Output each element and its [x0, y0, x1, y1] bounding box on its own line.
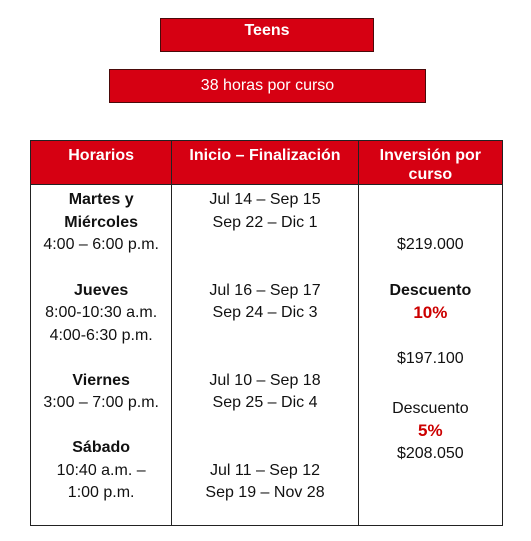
pricing-column — [358, 185, 502, 526]
time-range: 4:00-6:30 p.m. — [49, 327, 153, 344]
schedule-table — [30, 140, 503, 526]
discounted-price: $197.100 — [396, 350, 464, 367]
course-hours-text: 38 horas por curso — [200, 77, 335, 94]
day-label: Sábado — [72, 439, 131, 456]
date-range: Sep 22 – Dic 1 — [212, 214, 318, 231]
header-horarios: Horarios — [31, 141, 172, 185]
date-range: Sep 25 – Dic 4 — [212, 394, 318, 411]
time-range: 4:00 – 6:00 p.m. — [43, 236, 159, 253]
header-inversion — [358, 141, 502, 185]
date-range: Jul 10 – Sep 18 — [209, 372, 321, 389]
day-label: Viernes — [72, 372, 130, 389]
discount-label: Descuento — [389, 282, 472, 299]
discount-percent: 5% — [418, 421, 443, 440]
table-header-row — [31, 141, 503, 185]
date-range: Sep 19 – Nov 28 — [205, 484, 325, 501]
program-title: Teens — [244, 22, 290, 39]
date-range: Jul 16 – Sep 17 — [209, 282, 321, 299]
discount-label: Descuento — [392, 400, 469, 417]
program-title-banner — [160, 18, 374, 52]
day-label: Martes y — [68, 191, 134, 208]
day-label: Jueves — [74, 282, 129, 299]
schedules-column — [31, 185, 172, 526]
date-range: Sep 24 – Dic 3 — [212, 304, 318, 321]
dates-column — [172, 185, 358, 526]
date-range: Jul 14 – Sep 15 — [209, 191, 321, 208]
discounted-price: $208.050 — [396, 445, 464, 462]
header-inicio-finalizacion: Inicio – Finalización — [172, 141, 358, 185]
discount-percent: 10% — [413, 303, 448, 322]
full-price: $219.000 — [396, 236, 464, 253]
time-range: 1:00 p.m. — [67, 484, 135, 501]
table-body-row — [31, 185, 503, 526]
time-range: 10:40 a.m. – — [56, 462, 146, 479]
date-range: Jul 11 – Sep 12 — [209, 462, 320, 479]
time-range: 8:00-10:30 a.m. — [45, 304, 158, 321]
time-range: 3:00 – 7:00 p.m. — [43, 394, 159, 411]
day-label: Miércoles — [64, 214, 139, 231]
course-hours-banner — [109, 69, 426, 103]
header-inversion-text: Inversión por curso — [379, 147, 482, 183]
